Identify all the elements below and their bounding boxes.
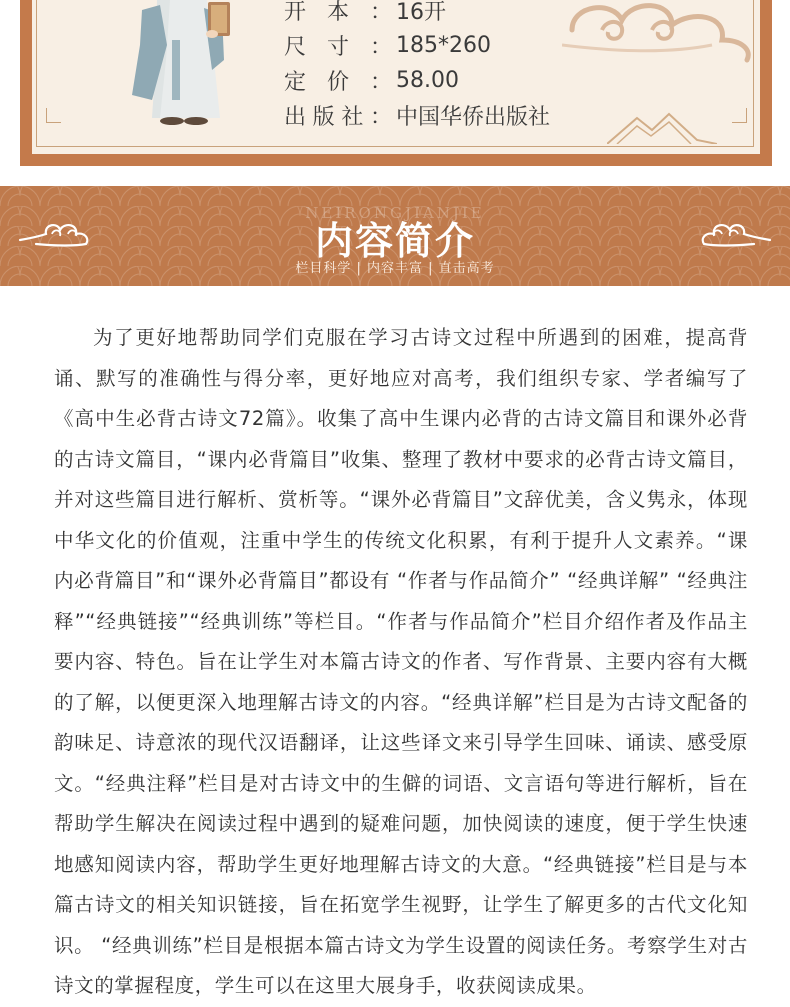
scholar-figure-icon	[112, 0, 242, 130]
info-row-price	[284, 63, 550, 98]
info-row-size	[284, 28, 550, 63]
cloud-right-icon	[694, 216, 774, 256]
info-row-format	[284, 0, 550, 28]
book-info-frame	[20, 0, 772, 166]
introduction-text	[54, 318, 748, 1007]
section-subtitle: 栏目科学 | 内容丰富 | 直击高考	[295, 261, 495, 276]
mountain-decoration-icon	[607, 110, 717, 144]
frame-corner-ornament	[732, 108, 747, 123]
book-info-list	[284, 0, 550, 133]
info-label: 开 本 ：	[284, 0, 392, 25]
book-info-card	[32, 0, 760, 154]
frame-corner-ornament	[46, 108, 61, 123]
section-banner	[0, 186, 790, 286]
info-label: 出 版 社 ：	[284, 105, 392, 130]
cloud-decoration-icon	[562, 0, 762, 70]
info-label: 定 价 ：	[284, 70, 392, 95]
banner-watermark: NEIRONGJIANJIE	[305, 204, 485, 222]
intro-paragraph: 为了更好地帮助同学们克服在学习古诗文过程中所遇到的困难，提高背诵、默写的准确性与得分率，更好地应对高考，我们组织专家、学者编写了《高中生必背古诗文72篇》。收集了高中生课内必背的古诗文篇目和课外必背的古诗文篇目，“课内必背篇目”收集、整理了教材中要求的必背古诗文篇目，并对这些篇目进行解析、赏析等。“课外必背篇目”文辞优美，含义隽永，体现中华文化的价值观，注重中学生的传统文化积累，有利于提升人文素养。“课内必背篇目”和“课外必背篇目”都设有 “作者与作品简介” “经典详解” “经典注释”“经典链接”“经典训练”等栏目。“作者与作品简介”栏目介绍作者及作品主要内容、特色。旨在让学生对本篇古诗文的作者、写作背景、主要内容有大概的了解，以便更深入地理解古诗文的内容。“经典详解”栏目是为古诗文配备的韵味足、诗意浓的现代汉语翻译，让这些译文来引导学生回味、诵读、感受原文。“经典注释”栏目是对古诗文中的生僻的词语、文言语句等进行解析，旨在帮助学生解决在阅读过程中遇到的疑难问题，加快阅读的速度，便于学生快速地感知阅读内容，帮助学生更好地理解古诗文的大意。“经典链接”栏目是与本篇古诗文的相关知识链接，旨在拓宽学生视野，让学生了解更多的古代文化知识。 “经典训练”栏目是根据本篇古诗文为学生设置的阅读任务。考察学生对古诗文的掌握程度，学生可以在这里大展身手，收获阅读成果。	[54, 326, 748, 997]
info-value: 185*260	[396, 33, 491, 58]
book-info-section	[0, 0, 790, 186]
cloud-left-icon	[16, 216, 96, 256]
info-label: 尺 寸 ：	[284, 35, 392, 60]
info-value: 中国华侨出版社	[396, 105, 551, 130]
info-row-publisher	[284, 98, 550, 133]
info-value: 16开	[396, 0, 446, 25]
section-title: 内容简介	[314, 218, 475, 263]
info-value: 58.00	[396, 68, 459, 93]
